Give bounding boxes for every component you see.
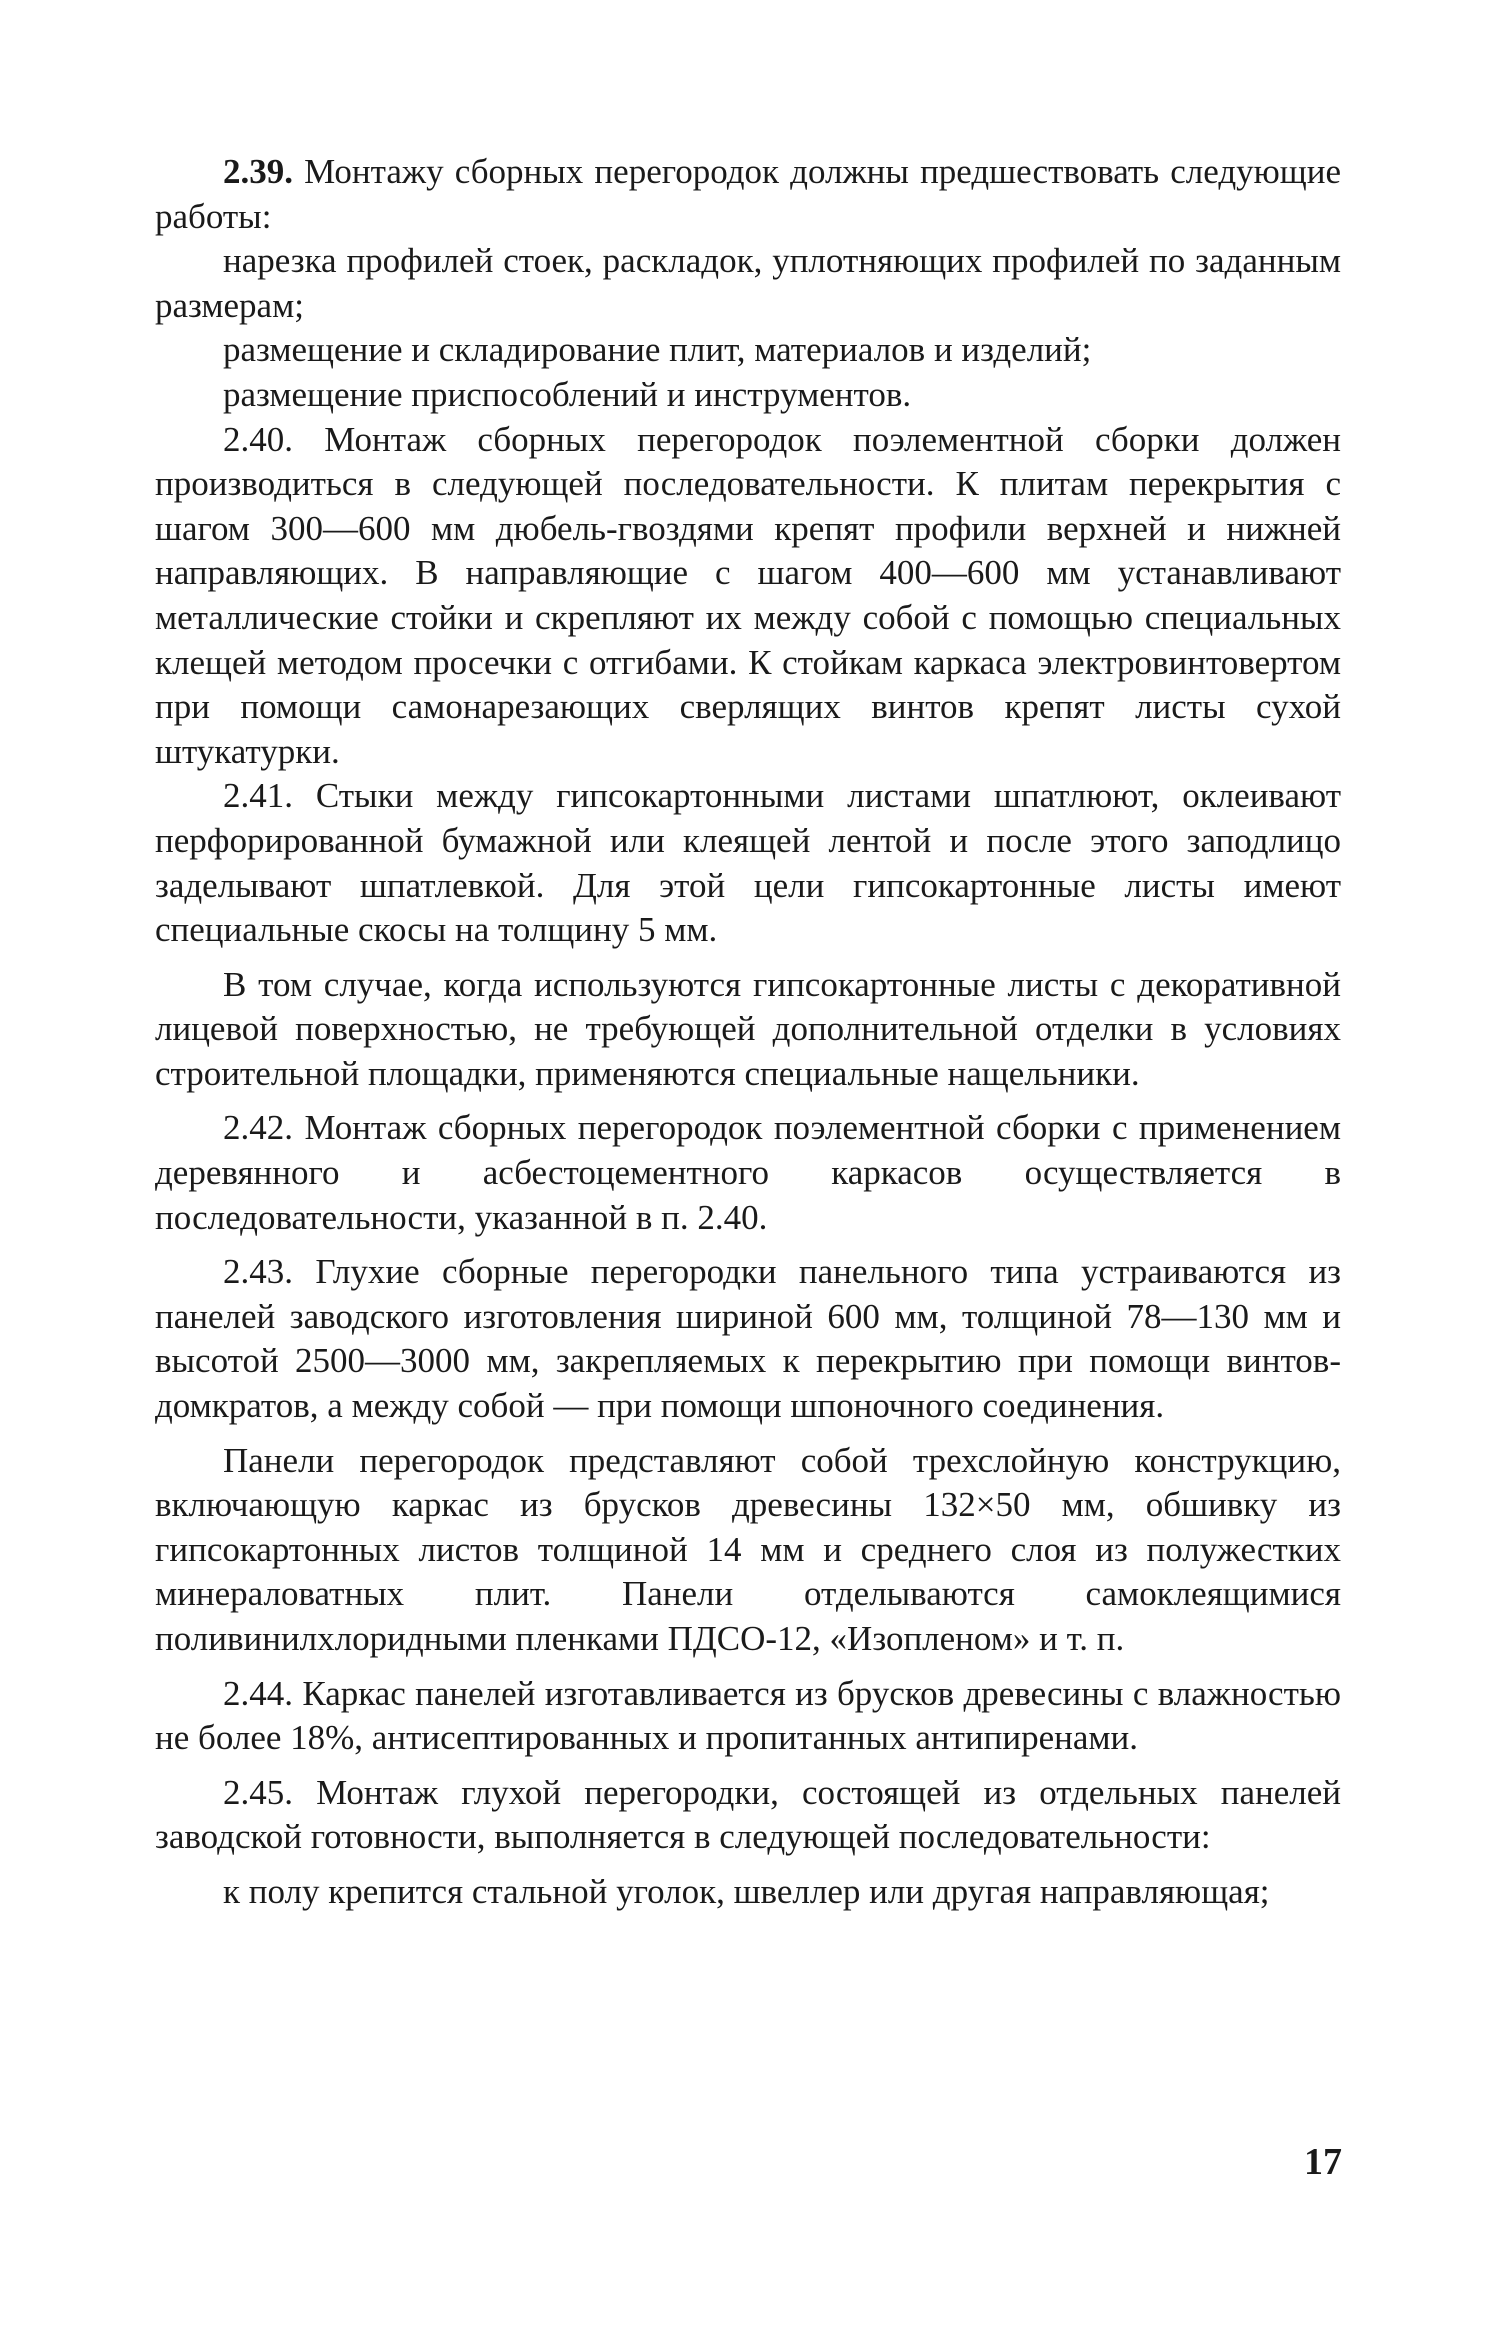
paragraph-text: нарезка профилей стоек, раскладок, уплотняющих профилей по заданным размерам;: [155, 241, 1341, 325]
paragraph-text: Стыки между гипсокартонными листами шпатлюют, оклеивают перфорированной бумажной или клеящей лентой и после этого заподлицо заделывают шпатлевкой. Для этой цели гипсокартонные листы имеют специальные скосы на толщину 5 мм.: [155, 776, 1342, 950]
paragraph-2-45: [155, 1771, 1341, 1860]
list-item-placement-tools: [155, 373, 1341, 418]
paragraph-text: Монтаж сборных перегородок поэлементной сборки должен производиться в следующей последовательности. К плитам перекрытия с шагом 300—600 мм дюбель-гвоздями крепят профили верхней и нижней направляющих. В направляющие с шагом 400—600 мм устанавливают металлические стойки и скрепляют их между собой с помощью специальных клещей методом просечки с отгибами. К стойкам каркаса электровинтовертом при помощи самонарезающих сверлящих винтов крепят листы сухой штукатурки.: [155, 419, 1342, 771]
clause-number: 2.41.: [223, 776, 293, 816]
clause-number: 2.43.: [223, 1252, 293, 1292]
list-item-placement-materials: [155, 328, 1341, 373]
list-item-cutting: [155, 239, 1341, 328]
list-item-floor-guide: [155, 1870, 1341, 1915]
paragraph-text: размещение и складирование плит, материалов и изделий;: [223, 330, 1092, 370]
paragraph-text: Монтаж глухой перегородки, состоящей из отдельных панелей заводской готовности, выполняется в следующей последовательности:: [155, 1772, 1342, 1857]
clause-number: 2.42.: [223, 1108, 293, 1148]
paragraph-text: Панели перегородок представляют собой трехслойную конструкцию, включающую каркас из брусков древесины 132×50 мм, обшивку из гипсокартонных листов толщиной 14 мм и среднего слоя из полужестких минераловатных плит. Панели отделываются самоклеящимися поливинилхлоридными пленками ПДСО-12, «Изопленом» и т. п.: [155, 1440, 1341, 1658]
paragraph-text: Монтаж сборных перегородок поэлементной сборки с применением деревянного и асбестоцементного каркасов осуществляется в последовательности, указанной в п. 2.40.: [155, 1108, 1341, 1237]
clause-number: 2.45.: [223, 1772, 293, 1812]
paragraph-text: Глухие сборные перегородки панельного типа устраиваются из панелей заводского изготовления шириной 600 мм, толщиной 78—130 мм и высотой 2500—3000 мм, закрепляемых к перекрытию при помощи винтов-домкратов, а между собой — при помощи шпоночного соединения.: [155, 1252, 1342, 1426]
paragraph-2-40: [155, 418, 1341, 775]
clause-number: 2.40.: [223, 419, 293, 459]
paragraph-text: Каркас панелей изготавливается из брусков древесины с влажностью не более 18%, антисептированных и пропитанных антипиренами.: [155, 1673, 1342, 1758]
paragraph-text: к полу крепится стальной уголок, швеллер или другая направляющая;: [223, 1871, 1270, 1911]
paragraph-2-43: [155, 1250, 1341, 1428]
clause-number: 2.44.: [223, 1673, 293, 1713]
page-text: [155, 150, 1341, 1915]
page-number: 17: [1304, 2141, 1342, 2183]
paragraph-text: Монтажу сборных перегородок должны предшествовать следующие работы:: [155, 152, 1342, 236]
paragraph-2-41: [155, 774, 1341, 952]
paragraph-decorative-sheets: [155, 963, 1341, 1097]
paragraph-panel-structure: [155, 1439, 1341, 1662]
paragraph-text: В том случае, когда используются гипсокартонные листы с декоративной лицевой поверхностью, не требующей дополнительной отделки в условиях строительной площадки, применяются специальные нащельники.: [155, 964, 1341, 1093]
paragraph-2-44: [155, 1672, 1341, 1761]
clause-number: 2.39.: [223, 152, 293, 191]
paragraph-text: размещение приспособлений и инструментов.: [223, 374, 912, 414]
paragraph-2-39: [155, 150, 1341, 239]
paragraph-2-42: [155, 1106, 1341, 1240]
